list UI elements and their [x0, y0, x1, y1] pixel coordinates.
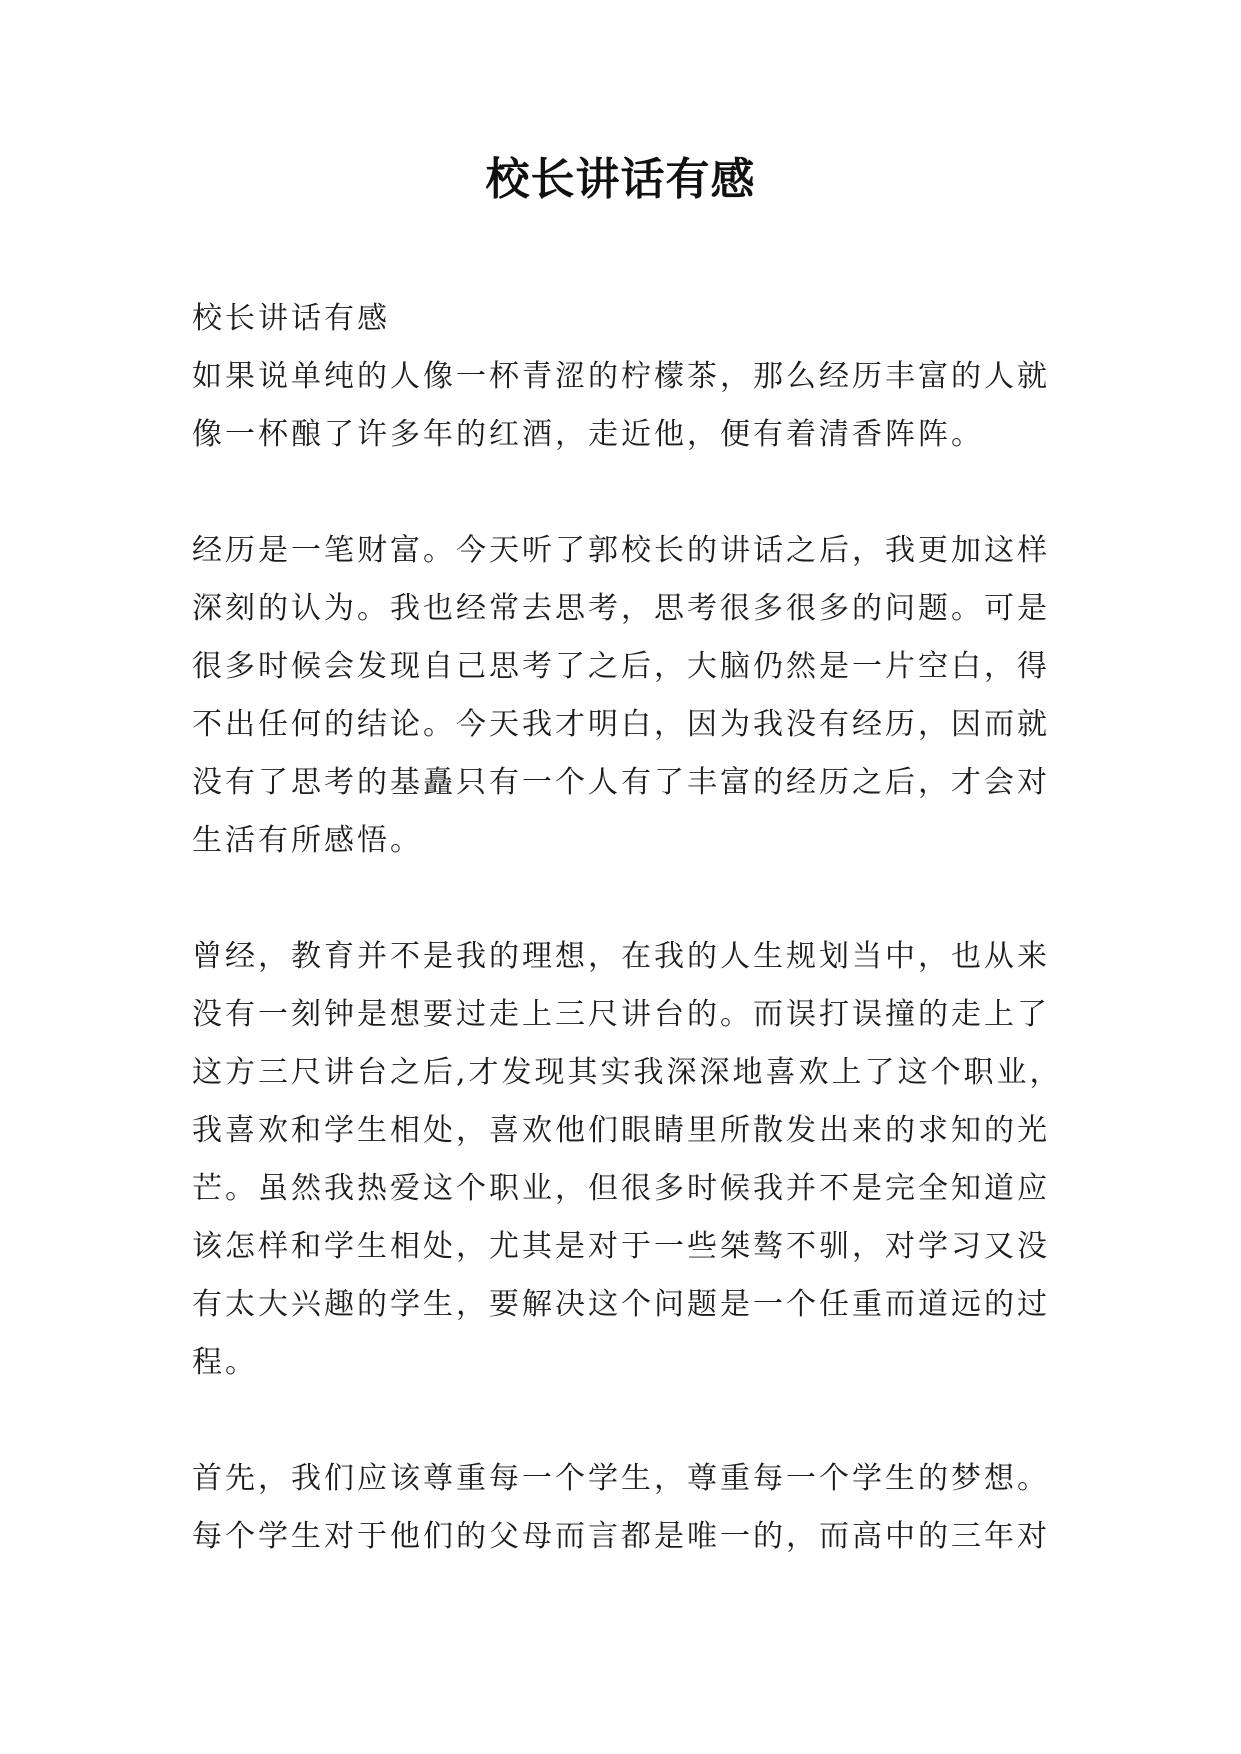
paragraph-line: 经历是一笔财富。今天听了郭校长的讲话之后，我更加这样: [192, 533, 1050, 568]
page-title: 校长讲话有感: [485, 154, 756, 205]
paragraph-line: 每个学生对于他们的父母而言都是唯一的，而高中的三年对: [192, 1519, 1050, 1554]
document-body: [192, 290, 1092, 1566]
paragraph-line: 生活有所感悟。: [192, 823, 423, 858]
paragraph-line: 我喜欢和学生相处，喜欢他们眼睛里所散发出来的求知的光: [192, 1113, 1050, 1148]
paragraph-line: 这方三尺讲台之后,才发现其实我深深地喜欢上了这个职业，: [192, 1055, 1063, 1090]
paragraph-line: 程。: [192, 1345, 258, 1380]
paragraph-3: [192, 928, 1092, 1392]
paragraph-line: 有太大兴趣的学生，要解决这个问题是一个任重而道远的过: [192, 1287, 1050, 1322]
paragraph-gap: [192, 464, 1092, 522]
paragraph-line: 没有一刻钟是想要过走上三尺讲台的。而误打误撞的走上了: [192, 997, 1050, 1032]
paragraph-line: 不出任何的结论。今天我才明白，因为我没有经历，因而就: [192, 707, 1050, 742]
paragraph-line: 该怎样和学生相处，尤其是对于一些桀骜不驯，对学习又没: [192, 1229, 1050, 1264]
paragraph-line: 没有了思考的基矗只有一个人有了丰富的经历之后，才会对: [192, 765, 1050, 800]
section-heading: 校长讲话有感: [192, 301, 390, 336]
paragraph-line: 首先，我们应该尊重每一个学生，尊重每一个学生的梦想。: [192, 1461, 1050, 1496]
paragraph-gap: [192, 1392, 1092, 1450]
paragraph-line: 如果说单纯的人像一杯青涩的柠檬茶，那么经历丰富的人就: [192, 359, 1050, 394]
paragraph-1: [192, 348, 1092, 464]
paragraph-4: [192, 1450, 1092, 1566]
paragraph-line: 像一杯酿了许多年的红酒，走近他，便有着清香阵阵。: [192, 417, 984, 452]
paragraph-line: 曾经，教育并不是我的理想，在我的人生规划当中，也从来: [192, 939, 1050, 974]
paragraph-gap: [192, 870, 1092, 928]
paragraph-line: 深刻的认为。我也经常去思考，思考很多很多的问题。可是: [192, 591, 1050, 626]
paragraph-line: 芒。虽然我热爱这个职业，但很多时候我并不是完全知道应: [192, 1171, 1050, 1206]
paragraph-line: 很多时候会发现自己思考了之后，大脑仍然是一片空白，得: [192, 649, 1050, 684]
paragraph-2: [192, 522, 1092, 870]
